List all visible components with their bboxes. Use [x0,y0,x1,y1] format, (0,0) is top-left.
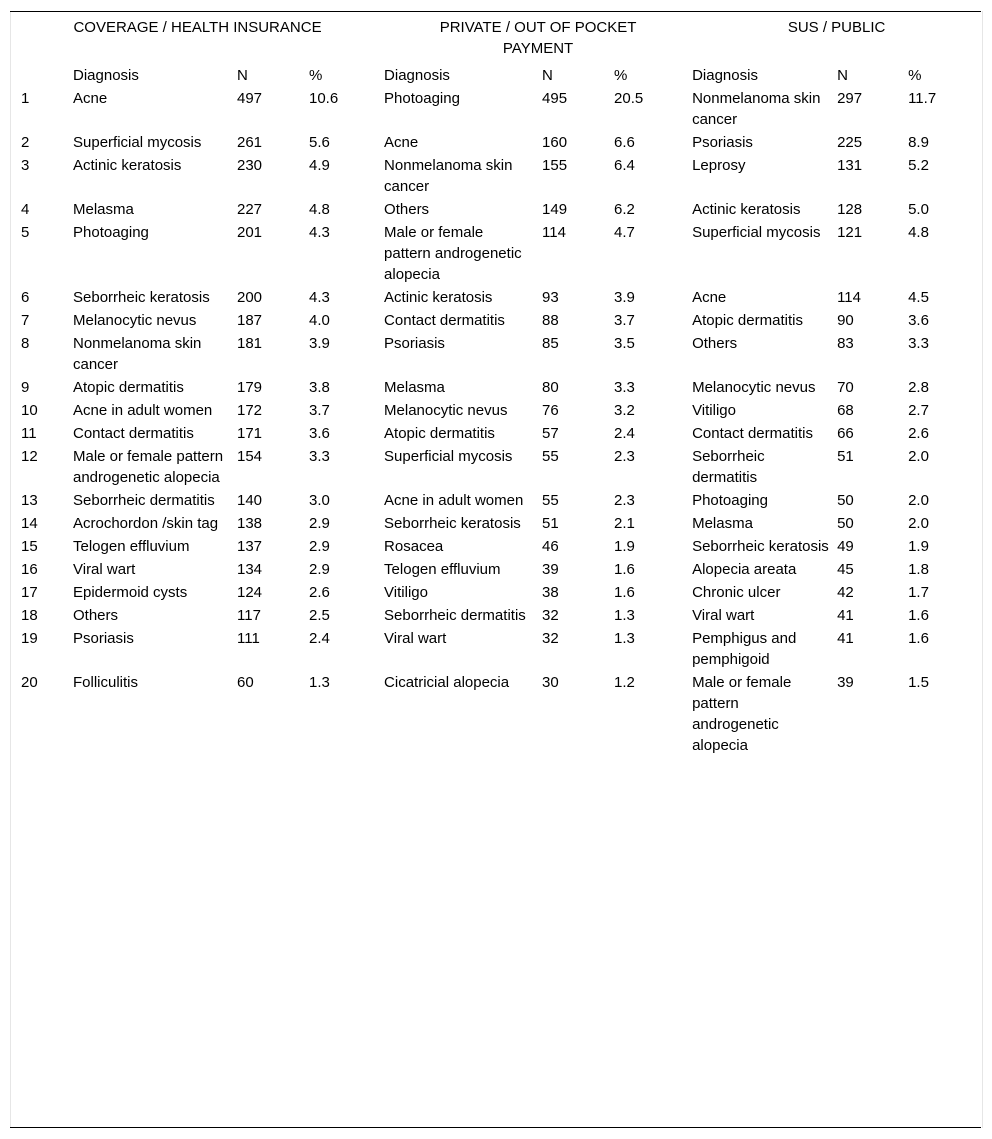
coverage-n-cell: 172 [237,402,263,419]
private-pct-cell: 6.4 [614,157,635,174]
sus-diagnosis-cell: Acne [692,289,727,306]
sus-n-cell: 297 [837,90,863,107]
private-pct-cell: 2.4 [614,425,635,442]
coverage-diagnosis-cell: Folliculitis [73,674,139,691]
coverage-n-cell: 497 [237,90,263,107]
private-n-cell: 55 [542,492,559,509]
table-row [11,672,981,758]
coverage-n-cell: 171 [237,425,263,442]
sus-diagnosis-header: Diagnosis [692,67,758,84]
coverage-pct-cell: 4.3 [309,224,330,241]
sus-diagnosis-cell: Atopic dermatitis [692,312,803,329]
sus-diagnosis-cell: Superficial mycosis [692,224,821,241]
private-pct-cell: 1.6 [614,561,635,578]
diagnosis-table [11,13,981,758]
sus-pct-cell: 2.6 [908,425,929,442]
coverage-n-cell: 154 [237,448,263,465]
private-diagnosis-cell: Vitiligo [384,584,428,601]
rank-cell: 12 [21,448,38,465]
rank-cell: 4 [21,201,30,218]
rank-cell: 9 [21,379,30,396]
sus-n-cell: 114 [837,289,861,306]
table-row [11,446,981,490]
group-sus-header: SUS / PUBLIC [787,19,886,36]
coverage-diagnosis-cell: Psoriasis [73,630,134,647]
private-pct-cell: 3.7 [614,312,635,329]
sus-n-cell: 51 [837,448,854,465]
table-row [11,605,981,628]
private-n-cell: 88 [542,312,559,329]
coverage-n-cell: 187 [237,312,263,329]
private-pct-cell: 1.6 [614,584,635,601]
sus-diagnosis-cell: Vitiligo [692,402,736,419]
coverage-n-cell: 140 [237,492,263,509]
private-n-cell: 57 [542,425,559,442]
private-diagnosis-cell: Telogen effluvium [384,561,501,578]
private-diagnosis-cell: Cicatricial alopecia [384,674,510,691]
private-pct-header: % [614,67,628,84]
coverage-n-cell: 200 [237,289,263,306]
coverage-pct-cell: 2.9 [309,538,330,555]
coverage-pct-cell: 2.6 [309,584,330,601]
coverage-diagnosis-cell: Actinic keratosis [73,157,182,174]
private-diagnosis-cell: Melanocytic nevus [384,402,508,419]
private-n-cell: 32 [542,630,559,647]
coverage-pct-header: % [309,67,323,84]
coverage-n-cell: 230 [237,157,263,174]
private-pct-cell: 1.2 [614,674,635,691]
group-header-row [11,13,981,63]
rank-cell: 1 [21,90,30,107]
sus-pct-cell: 1.8 [908,561,929,578]
coverage-diagnosis-cell: Acne in adult women [73,402,213,419]
rank-cell: 14 [21,515,38,532]
coverage-pct-cell: 3.6 [309,425,330,442]
coverage-n-cell: 60 [237,674,254,691]
private-diagnosis-cell: Nonmelanoma skin cancer [384,157,513,195]
coverage-diagnosis-cell: Seborrheic keratosis [73,289,210,306]
coverage-pct-cell: 2.9 [309,561,330,578]
sus-n-cell: 50 [837,515,854,532]
coverage-diagnosis-cell: Seborrheic dermatitis [73,492,215,509]
coverage-n-cell: 179 [237,379,263,396]
rank-cell: 17 [21,584,38,601]
sus-pct-cell: 5.2 [908,157,929,174]
rank-cell: 19 [21,630,38,647]
coverage-pct-cell: 10.6 [309,90,339,107]
table-row [11,400,981,423]
private-pct-cell: 3.9 [614,289,635,306]
sus-n-cell: 45 [837,561,854,578]
private-n-cell: 495 [542,90,568,107]
coverage-pct-cell: 3.9 [309,335,330,352]
sus-n-cell: 90 [837,312,854,329]
sus-diagnosis-cell: Actinic keratosis [692,201,801,218]
coverage-diagnosis-cell: Telogen effluvium [73,538,190,555]
coverage-n-cell: 261 [237,134,263,151]
coverage-pct-cell: 3.7 [309,402,330,419]
coverage-pct-cell: 4.8 [309,201,330,218]
coverage-n-cell: 124 [237,584,263,601]
private-n-cell: 149 [542,201,568,218]
rank-cell: 20 [21,674,38,691]
sus-diagnosis-cell: Viral wart [692,607,755,624]
private-n-header: N [542,67,553,84]
rank-cell: 11 [21,425,37,442]
rank-cell: 5 [21,224,30,241]
rank-cell: 18 [21,607,38,624]
sus-diagnosis-cell: Melanocytic nevus [692,379,816,396]
sus-diagnosis-cell: Pemphigus and pemphigoid [692,630,797,668]
sus-pct-cell: 2.0 [908,448,929,465]
coverage-diagnosis-header: Diagnosis [73,67,139,84]
private-n-cell: 46 [542,538,559,555]
sus-diagnosis-cell: Chronic ulcer [692,584,781,601]
table-row [11,377,981,400]
private-diagnosis-cell: Male or female pattern androgenetic alopecia [384,224,522,283]
coverage-diagnosis-cell: Contact dermatitis [73,425,194,442]
sus-n-cell: 68 [837,402,854,419]
coverage-n-cell: 138 [237,515,263,532]
sus-pct-cell: 8.9 [908,134,929,151]
sus-pct-cell: 3.3 [908,335,929,352]
coverage-pct-cell: 2.9 [309,515,330,532]
sus-diagnosis-cell: Male or female pattern androgenetic alopecia [692,674,792,754]
sus-diagnosis-cell: Melasma [692,515,753,532]
table-row [11,582,981,605]
private-diagnosis-header: Diagnosis [384,67,450,84]
sus-n-cell: 66 [837,425,854,442]
private-pct-cell: 6.6 [614,134,635,151]
sus-n-cell: 70 [837,379,854,396]
coverage-pct-cell: 3.0 [309,492,330,509]
private-pct-cell: 1.3 [614,630,635,647]
coverage-n-cell: 111 [237,630,260,647]
table-row [11,628,981,672]
sus-diagnosis-cell: Psoriasis [692,134,753,151]
private-n-cell: 39 [542,561,559,578]
coverage-diagnosis-cell: Acrochordon /skin tag [73,515,219,532]
table-row [11,310,981,333]
table-row [11,88,981,132]
sus-diagnosis-cell: Others [692,335,738,352]
sus-pct-cell: 2.0 [908,492,929,509]
table-body [11,88,981,758]
sus-pct-cell: 5.0 [908,201,929,218]
private-pct-cell: 2.1 [614,515,635,532]
private-pct-cell: 2.3 [614,492,635,509]
rank-cell: 15 [21,538,38,555]
sus-n-cell: 41 [837,630,854,647]
sus-pct-cell: 2.7 [908,402,929,419]
coverage-diagnosis-cell: Others [73,607,119,624]
private-n-cell: 55 [542,448,559,465]
table-row [11,222,981,287]
coverage-pct-cell: 4.3 [309,289,330,306]
private-diagnosis-cell: Rosacea [384,538,444,555]
table-row [11,333,981,377]
coverage-diagnosis-cell: Acne [73,90,108,107]
rank-cell: 7 [21,312,30,329]
private-n-cell: 93 [542,289,559,306]
sus-pct-cell: 2.8 [908,379,929,396]
coverage-diagnosis-cell: Male or female pattern androgenetic alopecia [73,448,224,486]
coverage-diagnosis-cell: Superficial mycosis [73,134,202,151]
table-row [11,199,981,222]
sus-diagnosis-cell: Leprosy [692,157,746,174]
rank-cell: 13 [21,492,38,509]
table-row [11,155,981,199]
coverage-n-cell: 201 [237,224,263,241]
sus-diagnosis-cell: Nonmelanoma skin cancer [692,90,821,128]
coverage-pct-cell: 2.5 [309,607,330,624]
column-header-row [11,63,981,88]
group-private-header: PRIVATE / OUT OF POCKET PAYMENT [439,19,637,57]
table-row [11,132,981,155]
private-diagnosis-cell: Acne [384,134,419,151]
sus-diagnosis-cell: Alopecia areata [692,561,797,578]
sus-pct-cell: 1.6 [908,607,929,624]
coverage-diagnosis-cell: Viral wart [73,561,136,578]
private-pct-cell: 6.2 [614,201,635,218]
coverage-n-cell: 137 [237,538,263,555]
table-top-rule [10,11,981,12]
rank-cell: 8 [21,335,30,352]
table-row [11,423,981,446]
private-n-cell: 114 [542,224,566,241]
table-row [11,536,981,559]
sus-pct-cell: 4.8 [908,224,929,241]
table-row [11,513,981,536]
coverage-pct-cell: 4.9 [309,157,330,174]
rank-cell: 3 [21,157,30,174]
coverage-diagnosis-cell: Nonmelanoma skin cancer [73,335,202,373]
private-n-cell: 160 [542,134,568,151]
private-n-cell: 80 [542,379,559,396]
coverage-n-cell: 181 [237,335,263,352]
private-pct-cell: 3.2 [614,402,635,419]
coverage-n-cell: 134 [237,561,263,578]
private-diagnosis-cell: Contact dermatitis [384,312,505,329]
sus-n-cell: 121 [837,224,863,241]
coverage-pct-cell: 5.6 [309,134,330,151]
private-pct-cell: 2.3 [614,448,635,465]
private-pct-cell: 1.3 [614,607,635,624]
coverage-diagnosis-cell: Epidermoid cysts [73,584,188,601]
rank-cell: 10 [21,402,38,419]
sus-pct-cell: 2.0 [908,515,929,532]
sus-n-cell: 39 [837,674,854,691]
private-pct-cell: 4.7 [614,224,635,241]
coverage-diagnosis-cell: Photoaging [73,224,149,241]
sus-pct-cell: 1.5 [908,674,929,691]
table-row [11,490,981,513]
sus-pct-cell: 1.6 [908,630,929,647]
sus-n-cell: 50 [837,492,854,509]
coverage-pct-cell: 3.8 [309,379,330,396]
sus-pct-cell: 1.9 [908,538,929,555]
private-diagnosis-cell: Seborrheic keratosis [384,515,521,532]
sus-diagnosis-cell: Seborrheic keratosis [692,538,829,555]
private-diagnosis-cell: Photoaging [384,90,460,107]
sus-n-header: N [837,67,848,84]
private-diagnosis-cell: Acne in adult women [384,492,524,509]
table-row [11,559,981,582]
private-diagnosis-cell: Actinic keratosis [384,289,493,306]
private-n-cell: 155 [542,157,568,174]
coverage-n-cell: 117 [237,607,261,624]
sus-n-cell: 41 [837,607,854,624]
coverage-diagnosis-cell: Melasma [73,201,134,218]
sus-diagnosis-cell: Photoaging [692,492,768,509]
coverage-pct-cell: 3.3 [309,448,330,465]
private-pct-cell: 3.3 [614,379,635,396]
private-n-cell: 32 [542,607,559,624]
private-n-cell: 38 [542,584,559,601]
coverage-pct-cell: 2.4 [309,630,330,647]
rank-cell: 6 [21,289,30,306]
sus-diagnosis-cell: Contact dermatitis [692,425,813,442]
private-diagnosis-cell: Melasma [384,379,445,396]
sus-n-cell: 131 [837,157,863,174]
coverage-n-header: N [237,67,248,84]
sus-pct-header: % [908,67,922,84]
rank-cell: 2 [21,134,30,151]
private-pct-cell: 20.5 [614,90,644,107]
private-n-cell: 85 [542,335,559,352]
sus-n-cell: 83 [837,335,854,352]
private-pct-cell: 3.5 [614,335,635,352]
table-bottom-rule [10,1127,981,1128]
private-diagnosis-cell: Atopic dermatitis [384,425,495,442]
private-pct-cell: 1.9 [614,538,635,555]
private-n-cell: 76 [542,402,559,419]
group-coverage-header: COVERAGE / HEALTH INSURANCE [73,19,322,36]
private-diagnosis-cell: Superficial mycosis [384,448,513,465]
sus-pct-cell: 3.6 [908,312,929,329]
private-n-cell: 51 [542,515,559,532]
coverage-diagnosis-cell: Melanocytic nevus [73,312,197,329]
sus-pct-cell: 1.7 [908,584,929,601]
coverage-diagnosis-cell: Atopic dermatitis [73,379,184,396]
rank-cell: 16 [21,561,38,578]
sus-pct-cell: 4.5 [908,289,929,306]
private-diagnosis-cell: Seborrheic dermatitis [384,607,526,624]
table-row [11,287,981,310]
private-diagnosis-cell: Psoriasis [384,335,445,352]
sus-diagnosis-cell: Seborrheic dermatitis [692,448,765,486]
sus-pct-cell: 11.7 [908,90,937,107]
coverage-pct-cell: 1.3 [309,674,330,691]
coverage-n-cell: 227 [237,201,263,218]
rank-column-header [11,63,73,88]
coverage-pct-cell: 4.0 [309,312,330,329]
private-diagnosis-cell: Viral wart [384,630,447,647]
private-n-cell: 30 [542,674,559,691]
sus-n-cell: 49 [837,538,854,555]
sus-n-cell: 128 [837,201,863,218]
sus-n-cell: 225 [837,134,863,151]
private-diagnosis-cell: Others [384,201,430,218]
sus-n-cell: 42 [837,584,854,601]
